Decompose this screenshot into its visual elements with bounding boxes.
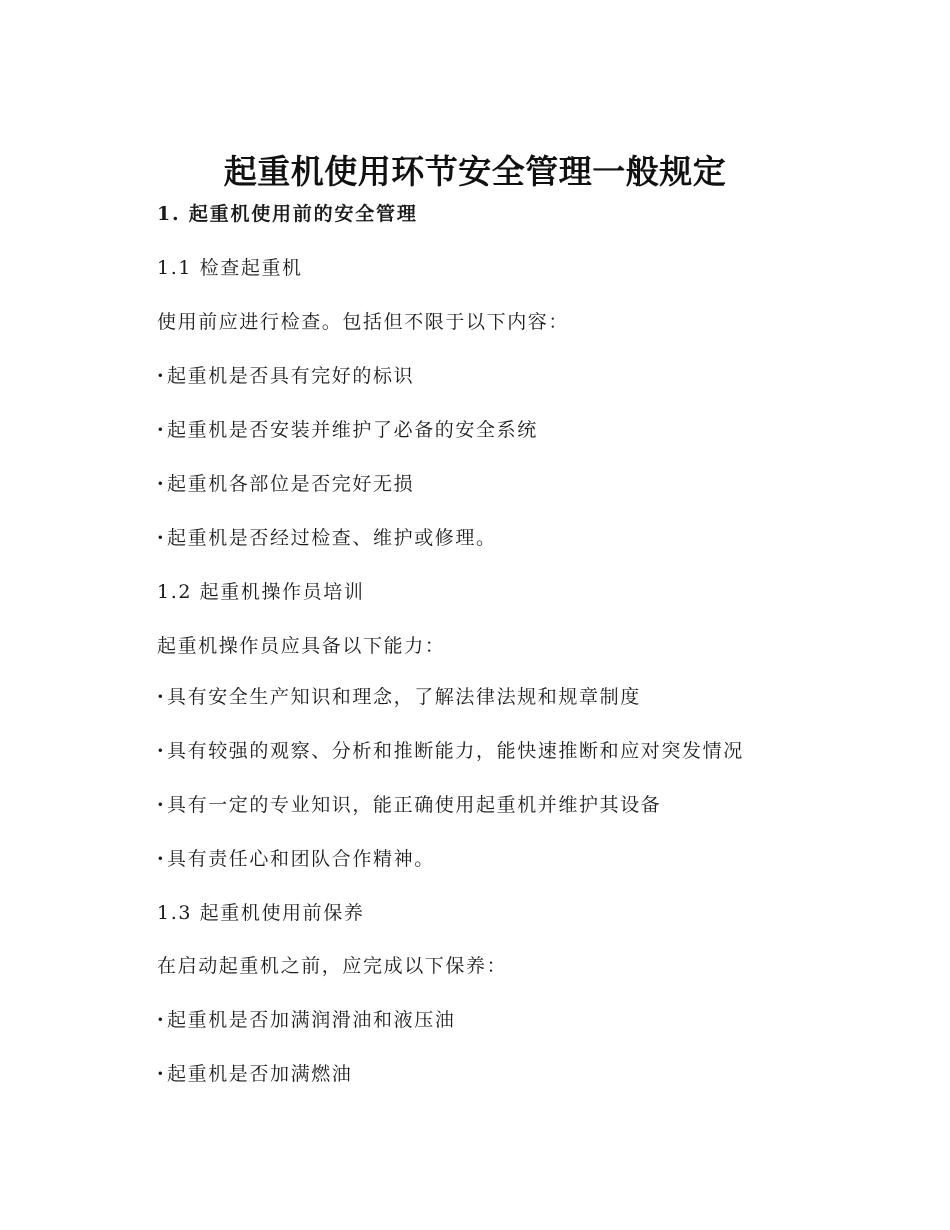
bullet-marker: · bbox=[157, 419, 166, 441]
subsection-heading bbox=[157, 898, 857, 928]
line-text: 在启动起重机之前，应完成以下保养： bbox=[157, 955, 508, 977]
paragraph bbox=[157, 307, 857, 337]
bullet-marker: · bbox=[157, 686, 166, 708]
line-text: 具有安全生产知识和理念，了解法律法规和规章制度 bbox=[167, 686, 641, 708]
line-text: 使用前应进行检查。包括但不限于以下内容： bbox=[157, 311, 570, 333]
bullet-marker: · bbox=[157, 473, 166, 495]
line-text: 具有较强的观察、分析和推断能力，能快速推断和应对突发情况 bbox=[167, 740, 744, 762]
section-heading bbox=[157, 199, 857, 229]
bullet-marker: · bbox=[157, 794, 166, 816]
line-text: 具有责任心和团队合作精神。 bbox=[167, 848, 435, 870]
bullet-item bbox=[157, 682, 857, 712]
bullet-marker: · bbox=[157, 527, 166, 549]
line-text: 具有一定的专业知识，能正确使用起重机并维护其设备 bbox=[167, 794, 662, 816]
bullet-marker: · bbox=[157, 848, 166, 870]
line-text: 1. 起重机使用前的安全管理 bbox=[157, 203, 418, 225]
bullet-marker: · bbox=[157, 740, 166, 762]
line-text: 起重机是否加满润滑油和液压油 bbox=[167, 1009, 456, 1031]
bullet-item bbox=[157, 415, 857, 445]
bullet-marker: · bbox=[157, 1009, 166, 1031]
line-text: 起重机各部位是否完好无损 bbox=[167, 473, 415, 495]
paragraph bbox=[157, 631, 857, 661]
bullet-item bbox=[157, 844, 857, 874]
line-text: 起重机是否经过检查、维护或修理。 bbox=[167, 527, 497, 549]
line-text: 1.2 起重机操作员培训 bbox=[157, 581, 365, 603]
line-text: 起重机操作员应具备以下能力： bbox=[157, 635, 446, 657]
bullet-item bbox=[157, 1005, 857, 1035]
bullet-item bbox=[157, 1059, 857, 1089]
document-title: 起重机使用环节安全管理一般规定 bbox=[223, 152, 727, 191]
line-text: 1.1 检查起重机 bbox=[157, 257, 303, 279]
line-text: 起重机是否加满燃油 bbox=[167, 1063, 353, 1085]
bullet-marker: · bbox=[157, 1063, 166, 1085]
subsection-heading bbox=[157, 253, 857, 283]
subsection-heading bbox=[157, 577, 857, 607]
bullet-item bbox=[157, 523, 857, 553]
line-text: 起重机是否具有完好的标识 bbox=[167, 365, 415, 387]
line-text: 起重机是否安装并维护了必备的安全系统 bbox=[167, 419, 538, 441]
bullet-item bbox=[157, 736, 857, 766]
bullet-item bbox=[157, 361, 857, 391]
bullet-item bbox=[157, 469, 857, 499]
line-text: 1.3 起重机使用前保养 bbox=[157, 902, 365, 924]
paragraph bbox=[157, 951, 857, 981]
bullet-item bbox=[157, 790, 857, 820]
bullet-marker: · bbox=[157, 365, 166, 387]
